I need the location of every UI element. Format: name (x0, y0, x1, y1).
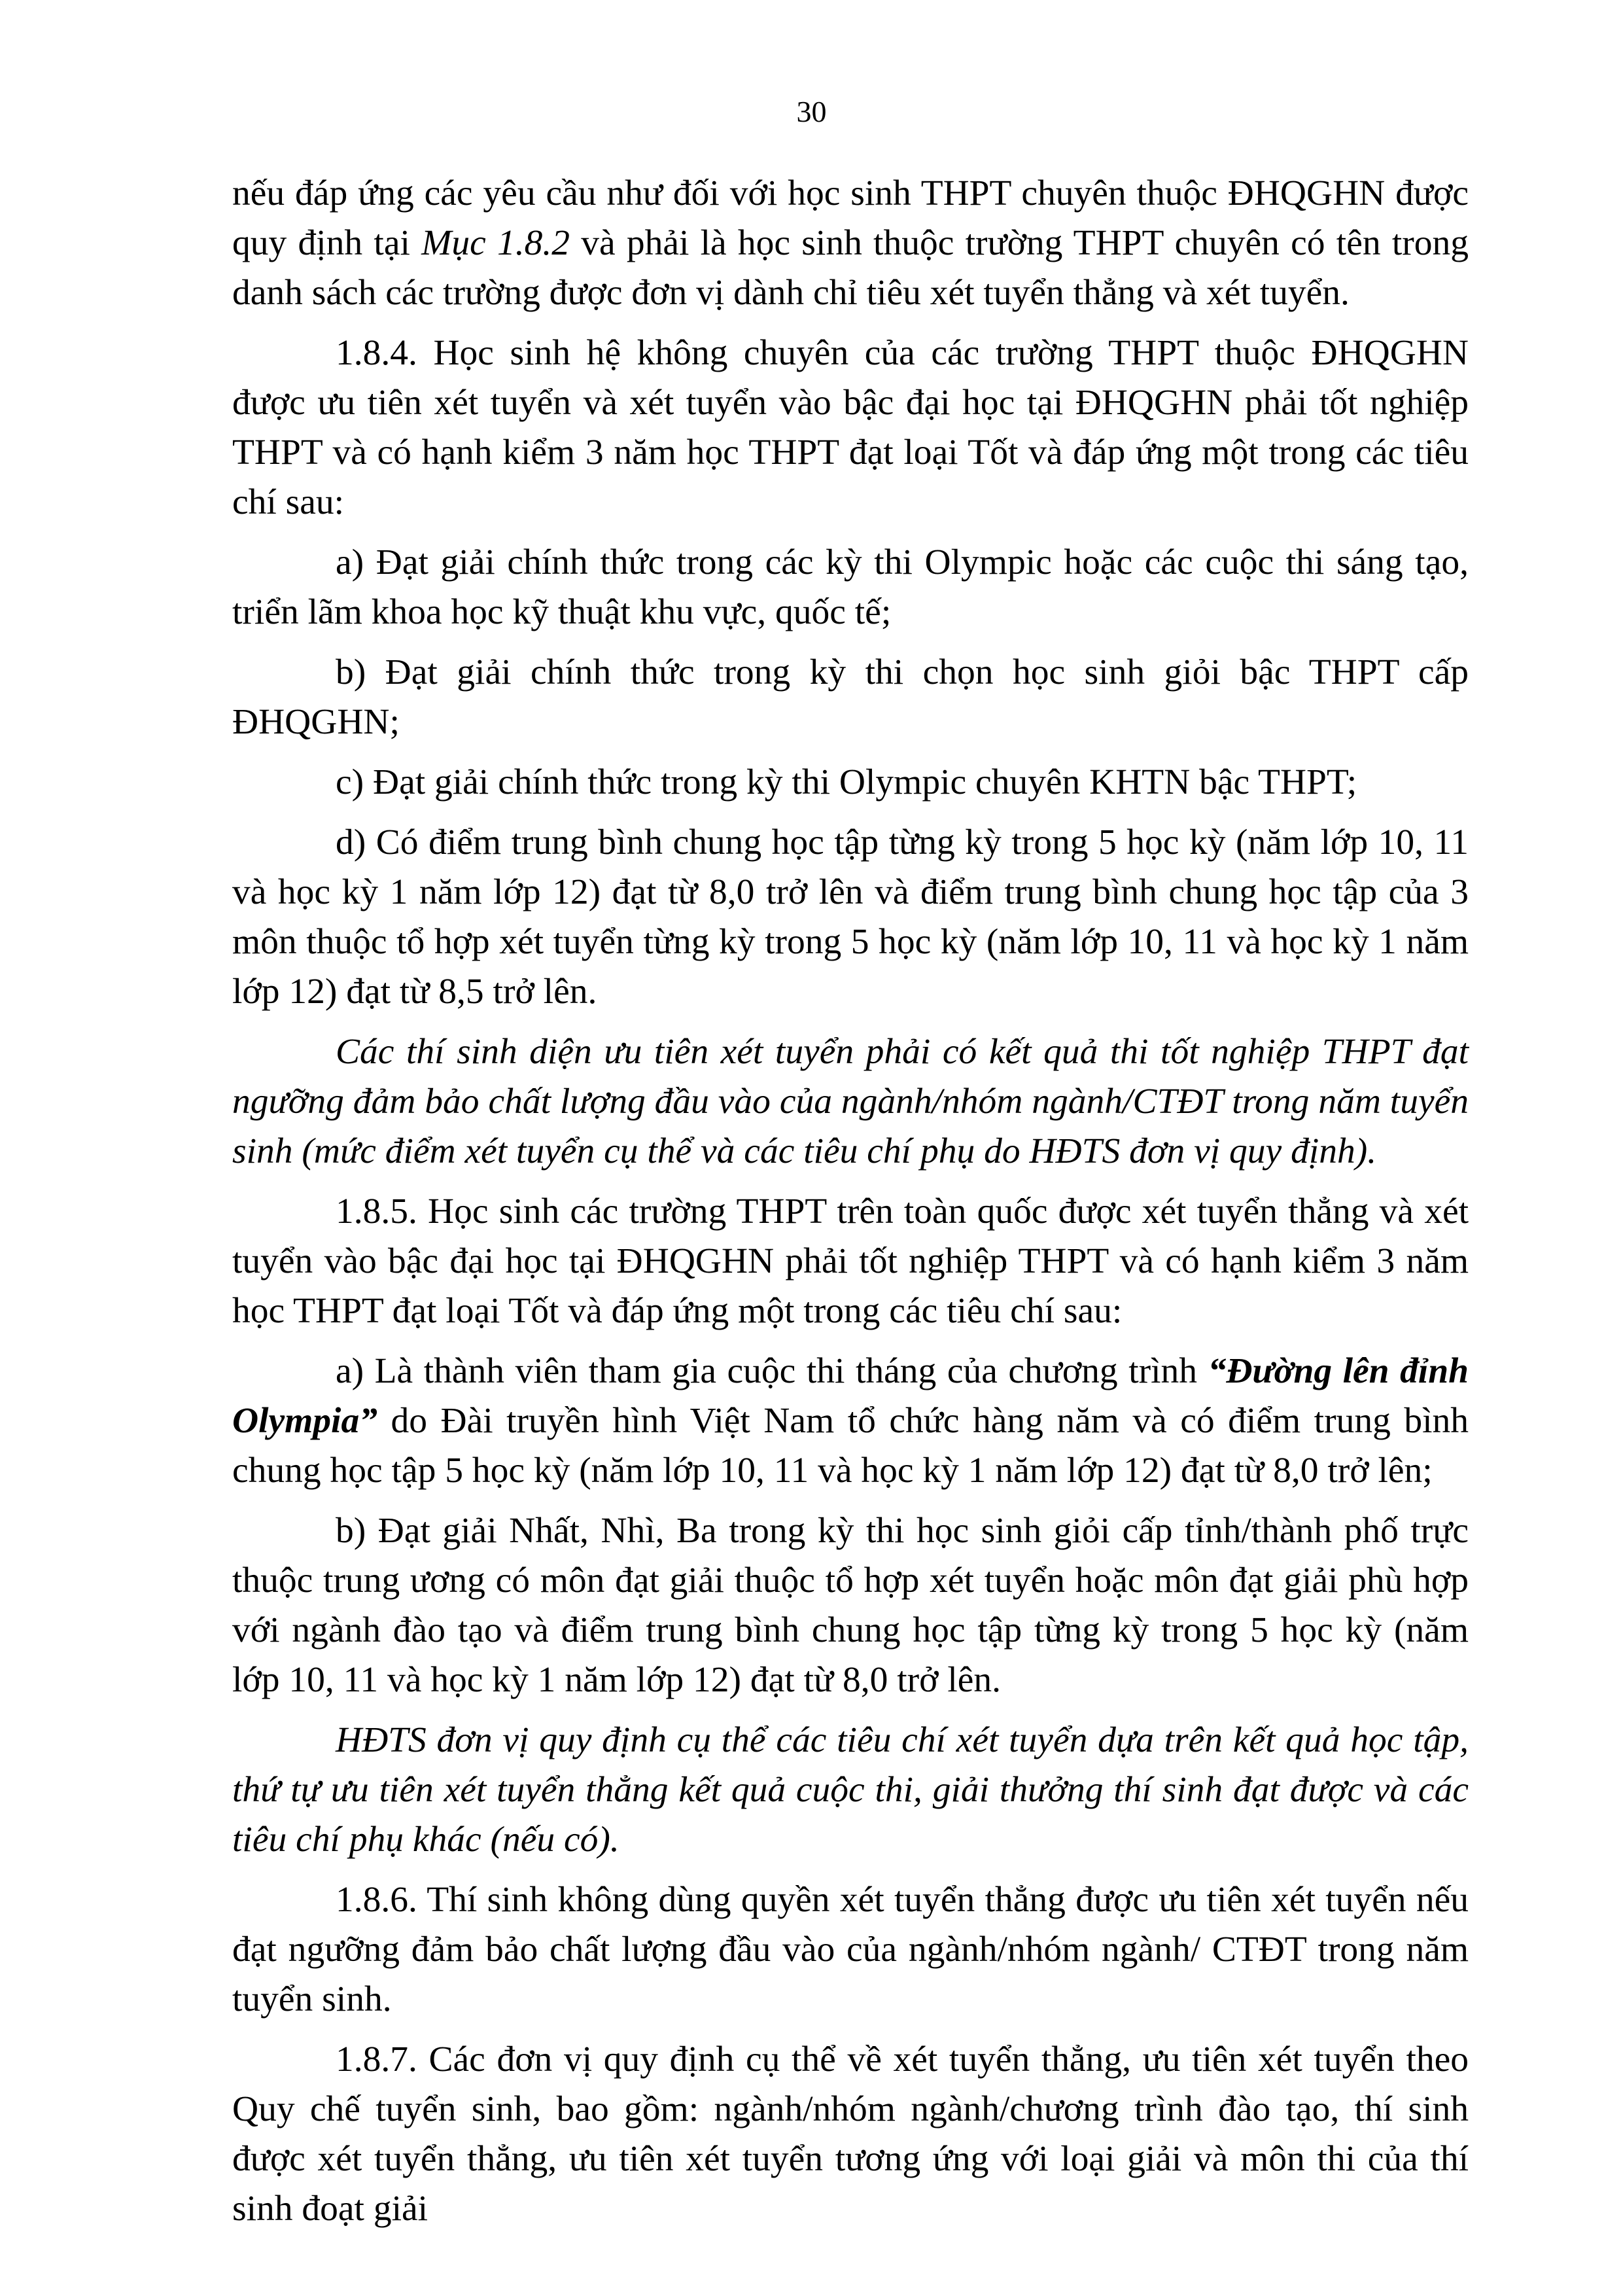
note-priority-admission: Các thí sinh diện ưu tiên xét tuyển phải có kết quả thi tốt nghiệp THPT đạt ngưỡng đảm bảo chất lượng đầu vào của ngành/nhóm ngành/CTĐT trong năm tuyển sinh (mức điểm xét tuyển cụ thể và các tiêu chí phụ do HĐTS đơn vị quy định). (232, 1032, 1469, 1171)
program-name: “Đường lên đỉnh Olympia” (232, 1351, 1469, 1441)
criterion-d: d) Có điểm trung bình chung học tập từng kỳ trong 5 học kỳ (năm lớp 10, 11 và học kỳ 1 năm lớp 12) đạt từ 8,0 trở lên và điểm trung bình chung học tập của 3 môn thuộc tổ hợp xét tuyển từng kỳ trong 5 học kỳ (năm lớp 10, 11 và học kỳ 1 năm lớp 12) đạt từ 8,5 trở lên. (232, 822, 1469, 1012)
criterion-provincial-award: b) Đạt giải Nhất, Nhì, Ba trong kỳ thi học sinh giỏi cấp tỉnh/thành phố trực thuộc trung ương có môn đạt giải thuộc tổ hợp xét tuyển hoặc môn đạt giải phù hợp với ngành đào tạo và điểm trung bình chung học tập từng kỳ trong 5 học kỳ (năm lớp 10, 11 và học kỳ 1 năm lớp 12) đạt từ 8,0 trở lên. (232, 1511, 1469, 1700)
section-reference: Mục 1.8.2 (421, 223, 570, 263)
criterion-a: a) Đạt giải chính thức trong các kỳ thi Olympic hoặc các cuộc thi sáng tạo, triển lãm khoa học kỹ thuật khu vực, quốc tế; (232, 542, 1469, 632)
paragraph-1-8-7: 1.8.7. Các đơn vị quy định cụ thể về xét tuyển thẳng, ưu tiên xét tuyển theo Quy chế tuyển sinh, bao gồm: ngành/nhóm ngành/chương trình đào tạo, thí sinh được xét tuyển thẳng, ưu tiên xét tuyển tương ứng với loại giải và môn thi của thí sinh đoạt giải (232, 2040, 1469, 2229)
note-hdts-criteria: HĐTS đơn vị quy định cụ thể các tiêu chí xét tuyển dựa trên kết quả học tập, thứ tự ưu tiên xét tuyển thẳng kết quả cuộc thi, giải thưởng thí sinh đạt được và các tiêu chí phụ khác (nếu có). (232, 1720, 1469, 1860)
text-run: và phải là học sinh thuộc trường THPT chuyên có tên trong danh sách các trường được đơn vị dành chỉ tiêu xét tuyển thẳng và xét tuyển. (232, 223, 1469, 313)
paragraph-1-8-6: 1.8.6. Thí sinh không dùng quyền xét tuyển thẳng được ưu tiên xét tuyển nếu đạt ngưỡng đảm bảo chất lượng đầu vào của ngành/nhóm ngành/ CTĐT trong năm tuyển sinh. (232, 1880, 1469, 2019)
page-body (232, 169, 1469, 2244)
criterion-c: c) Đạt giải chính thức trong kỳ thi Olympic chuyên KHTN bậc THPT; (336, 762, 1357, 802)
page-number: 30 (796, 95, 827, 128)
paragraph-1-8-4: 1.8.4. Học sinh hệ không chuyên của các trường THPT thuộc ĐHQGHN được ưu tiên xét tuyển và xét tuyển vào bậc đại học tại ĐHQGHN phải tốt nghiệp THPT và có hạnh kiểm 3 năm học THPT đạt loại Tốt và đáp ứng một trong các tiêu chí sau: (232, 333, 1469, 522)
paragraph-1-8-5: 1.8.5. Học sinh các trường THPT trên toàn quốc được xét tuyển thẳng và xét tuyển vào bậc đại học tại ĐHQGHN phải tốt nghiệp THPT và có hạnh kiểm 3 năm học THPT đạt loại Tốt và đáp ứng một trong các tiêu chí sau: (232, 1192, 1469, 1331)
text-run: nếu đáp ứng các yêu cầu như đối với học sinh THPT chuyên thuộc ĐHQGHN được quy định tại (232, 173, 1469, 263)
criterion-b: b) Đạt giải chính thức trong kỳ thi chọn học sinh giỏi bậc THPT cấp ĐHQGHN; (232, 652, 1469, 742)
text-run: do Đài truyền hình Việt Nam tổ chức hàng năm và có điểm trung bình chung học tập 5 học kỳ (năm lớp 10, 11 và học kỳ 1 năm lớp 12) đạt từ 8,0 trở lên; (232, 1401, 1469, 1491)
criterion-olympia (232, 1347, 1469, 1496)
paragraph-continuation (232, 169, 1469, 318)
text-run: a) Là thành viên tham gia cuộc thi tháng của chương trình (336, 1351, 1208, 1391)
